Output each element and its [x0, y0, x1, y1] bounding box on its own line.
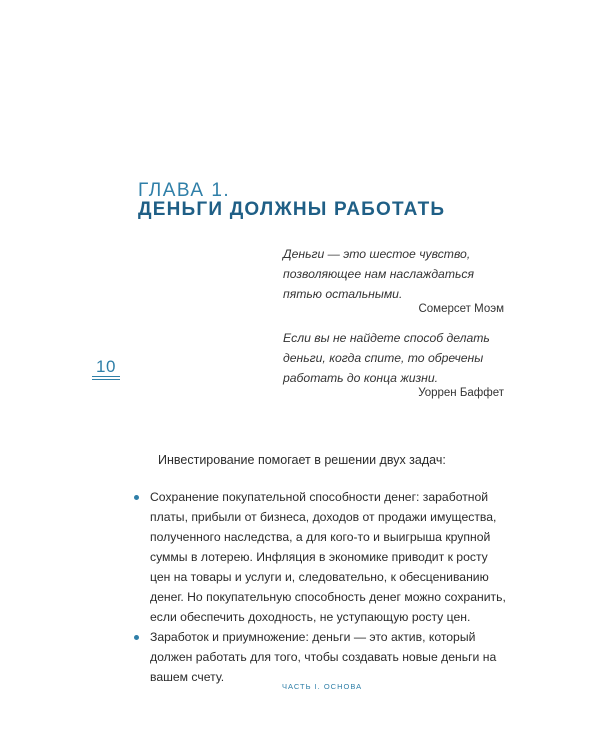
epigraph-author: Уоррен Баффет: [418, 387, 504, 399]
epigraph-quote: Деньги — это шестое чувство, позволяющее нам наслаждаться пятью остальными.: [283, 247, 475, 301]
bullet-dot-icon: [134, 635, 139, 640]
bullet-text: Сохранение покупательной способности денег: заработной платы, прибыли от бизнеса, доходов от продажи имущества, полученного наследства, а для кого-то и выигрыша крупной суммы в лотерею. Инфляция в экономике приводит к росту цен на товары и услуги и, следовательно, к обесцениванию денег. Но покупательную способность денег можно сохранить, если обеспечить доходность, не уступающую росту цен.: [150, 490, 506, 624]
page-number-rule: [92, 376, 120, 377]
bullet-list: [150, 487, 510, 687]
running-footer: ЧАСТЬ I. ОСНОВА: [282, 682, 363, 691]
bullet-item: [150, 627, 510, 687]
page-number-rule: [92, 379, 120, 380]
epigraph-author: Сомерсет Моэм: [418, 303, 504, 315]
intro-paragraph: Инвестирование помогает в решении двух задач:: [158, 453, 446, 467]
bullet-text: Заработок и приумножение: деньги — это актив, который должен работать для того, чтобы создавать новые деньги на вашем счету.: [150, 630, 497, 684]
chapter-title: ДЕНЬГИ ДОЛЖНЫ РАБОТАТЬ: [138, 199, 446, 220]
bullet-item: [150, 487, 510, 627]
epigraph-quote: Если вы не найдете способ делать деньги, когда спите, то обречены работать до конца жизни.: [283, 331, 490, 385]
chapter-label: ГЛАВА 1.: [138, 180, 231, 201]
page-number: 10: [96, 357, 116, 376]
bullet-dot-icon: [134, 495, 139, 500]
